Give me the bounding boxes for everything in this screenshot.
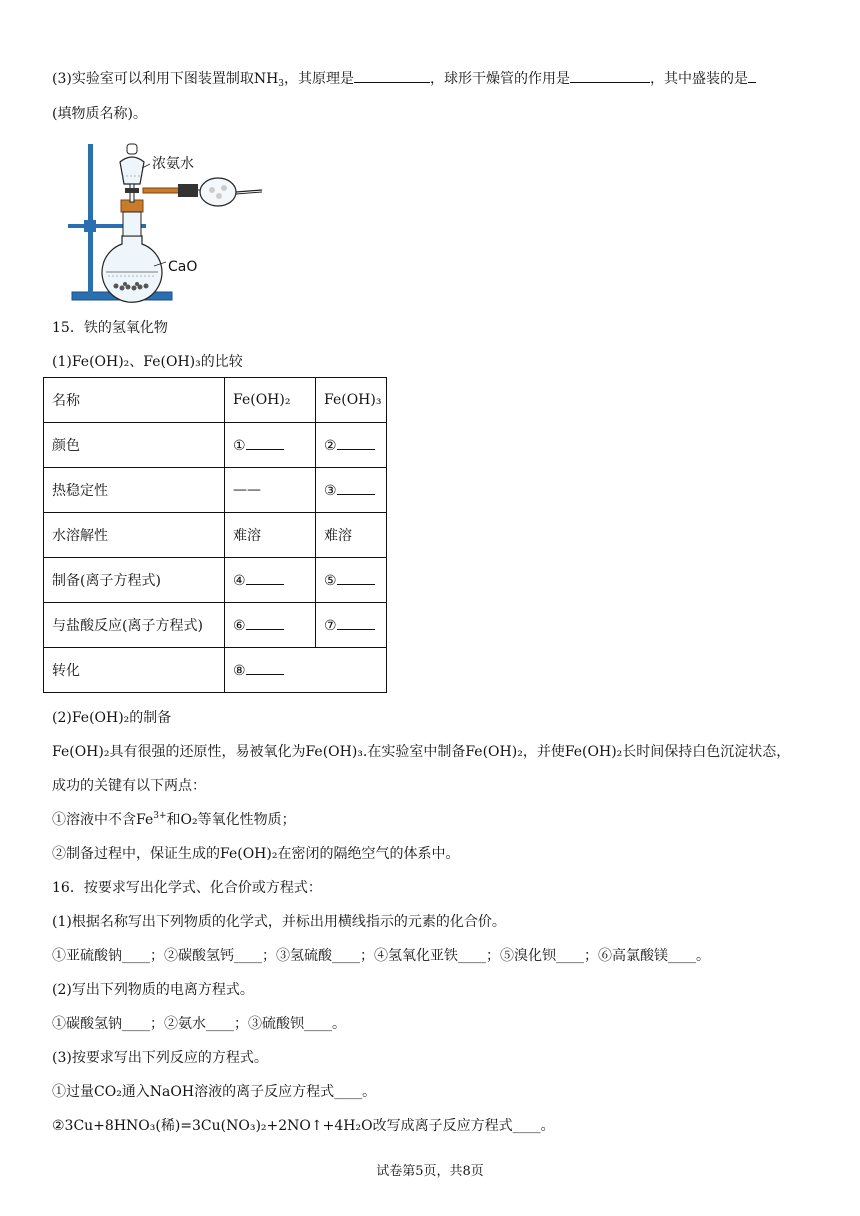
label-conc-ammonia: 浓氨水 <box>152 156 194 172</box>
table-row <box>44 648 387 693</box>
q15-point1 <box>52 810 296 830</box>
answer-cell[interactable]: ⑥ <box>225 603 316 648</box>
q16-sub2: (2)写出下列物质的电离方程式。 <box>52 982 254 998</box>
row-label: 与盐酸反应(离子方程式) <box>44 603 225 648</box>
q16-items2[interactable]: ①碳酸氢钠____；②氨水____；③硫酸钡____。 <box>52 1016 346 1032</box>
row-label: 水溶解性 <box>44 513 225 558</box>
label-cao: CaO <box>168 259 198 275</box>
ammonia-apparatus-diagram <box>66 140 266 305</box>
table-row <box>44 468 387 513</box>
answer-cell[interactable]: ② <box>316 423 387 468</box>
cell-value: 难溶 <box>316 513 387 558</box>
clamp-knob <box>84 220 96 232</box>
answer-cell[interactable]: ③ <box>316 468 387 513</box>
cell-value: —— <box>225 468 316 513</box>
q16-title: 16．按要求写出化学式、化合价或方程式： <box>52 880 322 896</box>
q14-3-line1 <box>52 68 756 89</box>
fe-hydroxide-comparison-table <box>43 377 387 693</box>
q15-sub2: (2)Fe(OH)₂的制备 <box>52 710 172 726</box>
q14-3-text-b: ，其原理是 <box>284 71 355 87</box>
row-label: 转化 <box>44 648 225 693</box>
q14-3-text-a: (3)实验室可以利用下图装置制取NH <box>52 71 279 87</box>
q15-title: 15．铁的氢氧化物 <box>52 320 168 336</box>
q14-3-text-d: ，其中盛装的是 <box>650 71 749 87</box>
nh3-subscript: 3 <box>278 79 285 89</box>
answer-blank-principle[interactable] <box>354 68 430 83</box>
fe3-charge: 3+ <box>153 811 167 821</box>
answer-cell[interactable]: ⑤ <box>316 558 387 603</box>
stand-rod <box>88 144 93 294</box>
q15-para2: 成功的关键有以下两点： <box>52 778 206 794</box>
separatory-funnel <box>120 144 144 202</box>
point1-text-a: ①溶液中不含Fe <box>52 812 154 828</box>
q16-item3-2[interactable]: ②3Cu+8HNO₃(稀)=3Cu(NO₃)₂+2NO↑+4H₂O改写成离子反应方程式____。 <box>52 1118 555 1134</box>
header-feoh3: Fe(OH)₃ <box>316 378 387 423</box>
q16-items1[interactable]: ①亚硫酸钠____；②碳酸氢钙____；③氢硫酸____；④氢氧化亚铁____；⑤溴化钡____；⑥高氯酸镁____。 <box>52 948 710 964</box>
q16-sub1: (1)根据名称写出下列物质的化学式，并标出用横线指示的元素的化合价。 <box>52 914 506 930</box>
answer-cell[interactable]: ① <box>225 423 316 468</box>
table-header-row <box>44 378 387 423</box>
answer-cell[interactable]: ⑦ <box>316 603 387 648</box>
table-row <box>44 558 387 603</box>
q16-item3-1[interactable]: ①过量CO₂通入NaOH溶液的离子反应方程式____。 <box>52 1084 377 1100</box>
table-row <box>44 423 387 468</box>
cell-value: 难溶 <box>225 513 316 558</box>
header-name: 名称 <box>44 378 225 423</box>
q14-3-line2: (填物质名称)。 <box>52 106 147 122</box>
q16-sub3: (3)按要求写出下列反应的方程式。 <box>52 1050 268 1066</box>
answer-cell[interactable]: ⑧ <box>225 648 387 693</box>
q15-point2: ②制备过程中，保证生成的Fe(OH)₂在密闭的隔绝空气的体系中。 <box>52 846 460 862</box>
q15-para1: Fe(OH)₂具有很强的还原性，易被氧化为Fe(OH)₃.在实验室中制备Fe(OH)₂，并使Fe(OH)₂长时间保持白色沉淀状态， <box>52 744 791 760</box>
delivery-tube <box>143 188 183 193</box>
q14-3-text-c: ，球形干燥管的作用是 <box>430 71 571 87</box>
q15-sub1: (1)Fe(OH)₂、Fe(OH)₃的比较 <box>52 354 243 370</box>
round-bottom-flask <box>102 236 162 302</box>
answer-cell[interactable]: ④ <box>225 558 316 603</box>
header-feoh2: Fe(OH)₂ <box>225 378 316 423</box>
row-label: 制备(离子方程式) <box>44 558 225 603</box>
point1-text-b: 和O₂等氧化性物质； <box>166 812 296 828</box>
row-label: 颜色 <box>44 423 225 468</box>
table-row <box>44 603 387 648</box>
answer-blank-drying-tube[interactable] <box>570 68 650 83</box>
answer-blank-contents[interactable] <box>748 68 756 83</box>
table-row <box>44 513 387 558</box>
page-footer: 试卷第5页，共8页 <box>376 1164 484 1179</box>
row-label: 热稳定性 <box>44 468 225 513</box>
drying-tube <box>198 178 262 206</box>
